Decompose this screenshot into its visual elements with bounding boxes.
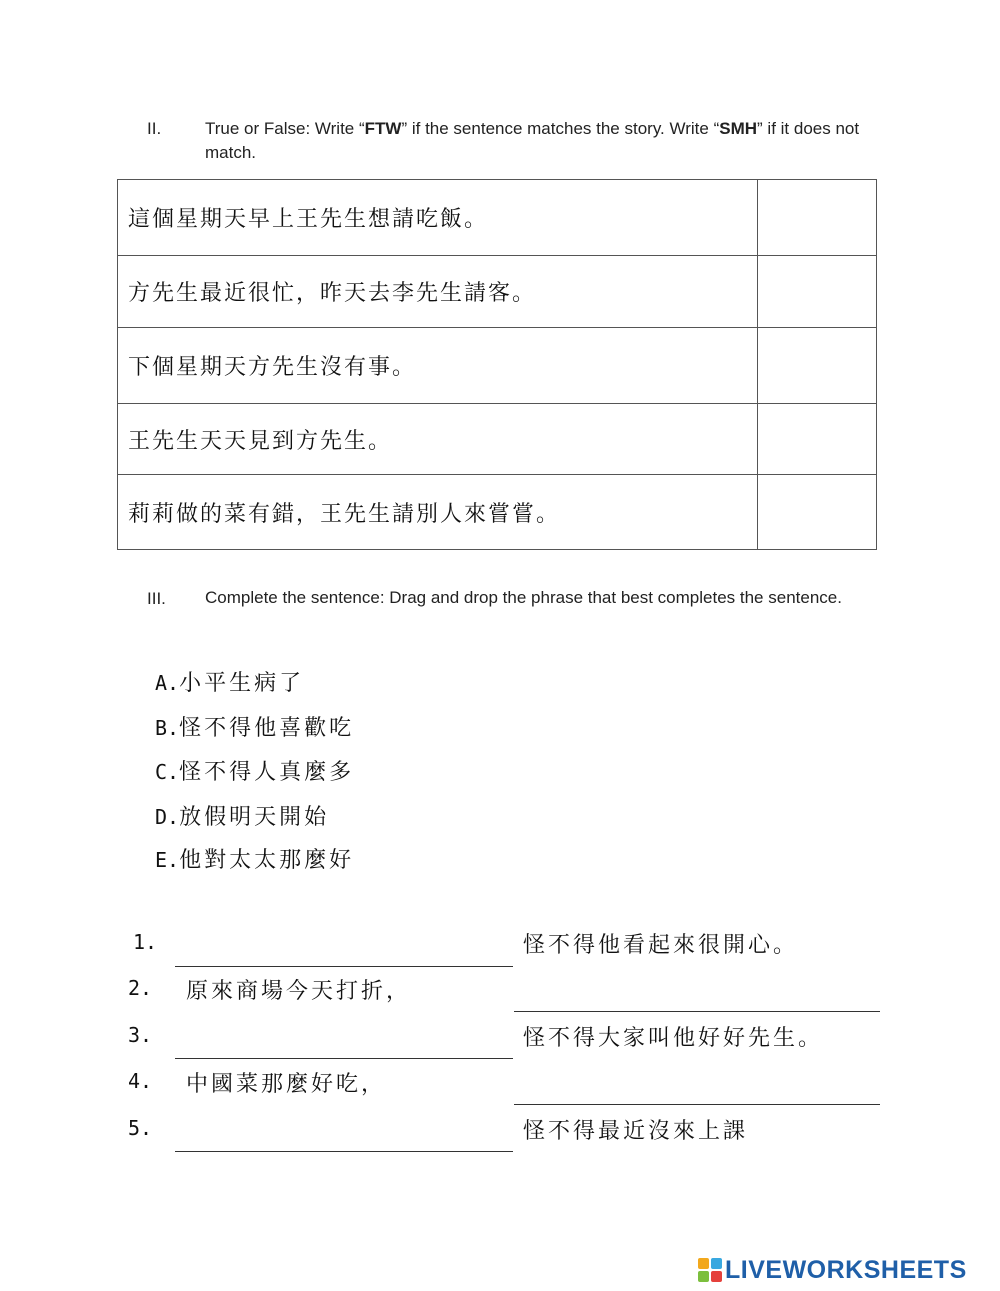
sentence-number: 5.	[128, 1116, 153, 1140]
statement-text: 莉莉做的菜有錯，王先生請別人來嘗嘗。	[118, 475, 758, 550]
ftw-keyword: FTW	[364, 119, 402, 138]
option-letter: E.	[155, 848, 180, 872]
option-d[interactable]	[155, 800, 329, 831]
section-3-number: III.	[147, 589, 166, 608]
option-b[interactable]	[155, 711, 354, 742]
sentence-right-text: 怪不得最近沒來上課	[523, 1119, 749, 1144]
answer-cell[interactable]	[758, 180, 877, 256]
drop-blank[interactable]	[514, 1104, 880, 1105]
table-row	[118, 180, 877, 256]
table-row	[118, 404, 877, 475]
section-3-instructions: Complete the sentence: Drag and drop the phrase that best completes the sentence.	[205, 588, 842, 607]
sentence-number: 2.	[128, 976, 153, 1000]
option-letter: C.	[155, 760, 180, 784]
sentence-number: 4.	[128, 1069, 153, 1093]
sentence-number: 1.	[133, 930, 158, 954]
option-e[interactable]	[155, 843, 354, 874]
section-2-number: II.	[147, 119, 162, 138]
statement-text: 方先生最近很忙，昨天去李先生請客。	[118, 256, 758, 328]
option-letter: A.	[155, 671, 180, 695]
true-false-table	[117, 179, 877, 550]
answer-cell[interactable]	[758, 256, 877, 328]
option-letter: D.	[155, 805, 180, 829]
instructions-part: True or False: Write “	[205, 119, 365, 138]
logo-mark-icon	[698, 1258, 722, 1282]
drop-blank[interactable]	[175, 966, 513, 967]
table-row	[118, 256, 877, 328]
logo-text: LIVEWORKSHEETS	[725, 1255, 967, 1284]
table-row	[118, 475, 877, 550]
option-c[interactable]	[155, 755, 354, 786]
smh-keyword: SMH	[719, 119, 758, 138]
option-text: 怪不得他喜歡吃	[179, 716, 355, 741]
liveworksheets-logo	[698, 1255, 998, 1285]
answer-cell[interactable]	[758, 328, 877, 404]
drop-blank[interactable]	[514, 1011, 880, 1012]
answer-cell[interactable]	[758, 475, 877, 550]
answer-cell[interactable]	[758, 404, 877, 475]
sentence-left-text: 原來商場今天打折，	[186, 979, 412, 1004]
sentence-right-text: 怪不得他看起來很開心。	[523, 933, 799, 958]
statement-text: 王先生天天見到方先生。	[118, 404, 758, 475]
option-text: 他對太太那麼好	[179, 848, 355, 873]
option-text: 小平生病了	[179, 671, 305, 696]
option-a[interactable]	[155, 666, 304, 697]
option-text: 放假明天開始	[179, 805, 330, 830]
option-text: 怪不得人真麼多	[179, 760, 355, 785]
drop-blank[interactable]	[175, 1151, 513, 1152]
statement-text: 這個星期天早上王先生想請吃飯。	[118, 180, 758, 256]
statement-text: 下個星期天方先生沒有事。	[118, 328, 758, 404]
drop-blank[interactable]	[175, 1058, 513, 1059]
option-letter: B.	[155, 716, 180, 740]
sentence-number: 3.	[128, 1023, 153, 1047]
sentence-left-text: 中國菜那麼好吃，	[186, 1072, 387, 1097]
section-2-instructions	[205, 117, 875, 165]
sentence-right-text: 怪不得大家叫他好好先生。	[523, 1026, 824, 1051]
instructions-part: ” if the sentence matches the story. Write “	[401, 119, 720, 138]
table-row	[118, 328, 877, 404]
instructions-part: ” if it does not match.	[205, 119, 860, 162]
